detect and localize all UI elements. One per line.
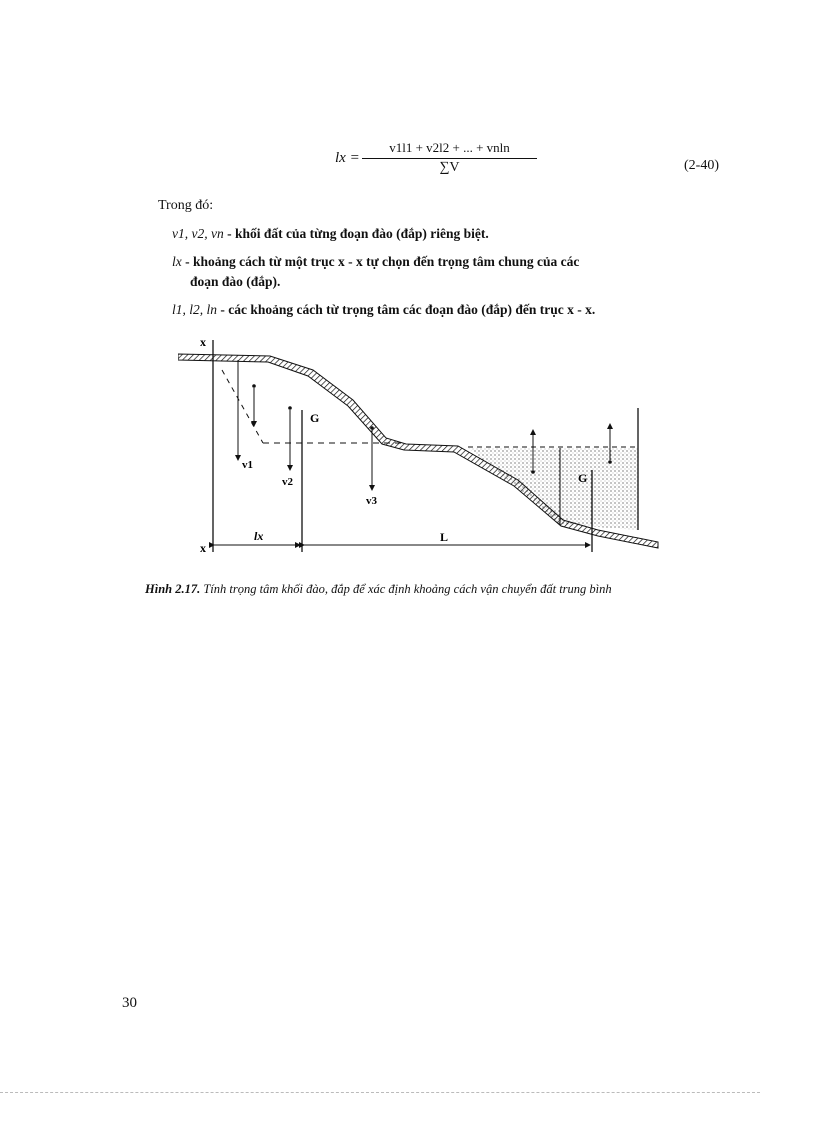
g-right-label: G xyxy=(578,471,588,485)
axis-x-bottom-label: x xyxy=(200,541,206,555)
v3-label: v3 xyxy=(366,495,377,507)
formula-2-40 xyxy=(300,140,560,184)
intro-text: Trong đó: xyxy=(158,198,214,213)
definition-item xyxy=(172,252,692,292)
formula-denominator: ∑V xyxy=(439,160,460,175)
definition-text: - khối đất của từng đoạn đào (đắp) riêng biệt. xyxy=(223,226,489,241)
definition-text: - các khoảng cách từ trọng tâm các đoạn đào (đắp) đến trục x - x. xyxy=(217,302,596,317)
v2-label: v2 xyxy=(282,476,293,488)
fraction-bar xyxy=(362,158,537,159)
definition-item xyxy=(172,300,692,320)
definition-symbol: l1, l2, ln xyxy=(172,302,218,317)
definition-item xyxy=(172,224,692,244)
definition-text: - khoảng cách từ một trục x - x tự chọn đến trọng tâm chung của các xyxy=(181,254,580,269)
formula-lhs: lx = xyxy=(335,150,360,166)
figure-caption xyxy=(145,582,725,597)
g-left-label: G xyxy=(310,411,320,425)
equation-number: (2-40) xyxy=(684,158,719,173)
caption-prefix: Hình 2.17. xyxy=(145,582,201,596)
axis-x-top-label: x xyxy=(200,335,206,349)
definition-continuation: đoạn đào (đắp). xyxy=(190,274,281,289)
L-label: L xyxy=(440,530,449,544)
definition-symbol: lx xyxy=(172,254,182,269)
earthwork-centroid-figure xyxy=(178,330,668,560)
lx-label: lx xyxy=(254,529,264,543)
footer-rule xyxy=(0,1092,760,1093)
definition-list xyxy=(172,224,692,328)
v1-label: v1 xyxy=(242,459,253,471)
caption-text: Tính trọng tâm khối đào, đắp để xác định khoảng cách vận chuyển đất trung bình xyxy=(200,582,612,596)
definition-symbol: v1, v2, vn xyxy=(172,226,224,241)
page-number: 30 xyxy=(122,995,137,1011)
formula-numerator: v1l1 + v2l2 + ... + vnln xyxy=(389,140,510,155)
